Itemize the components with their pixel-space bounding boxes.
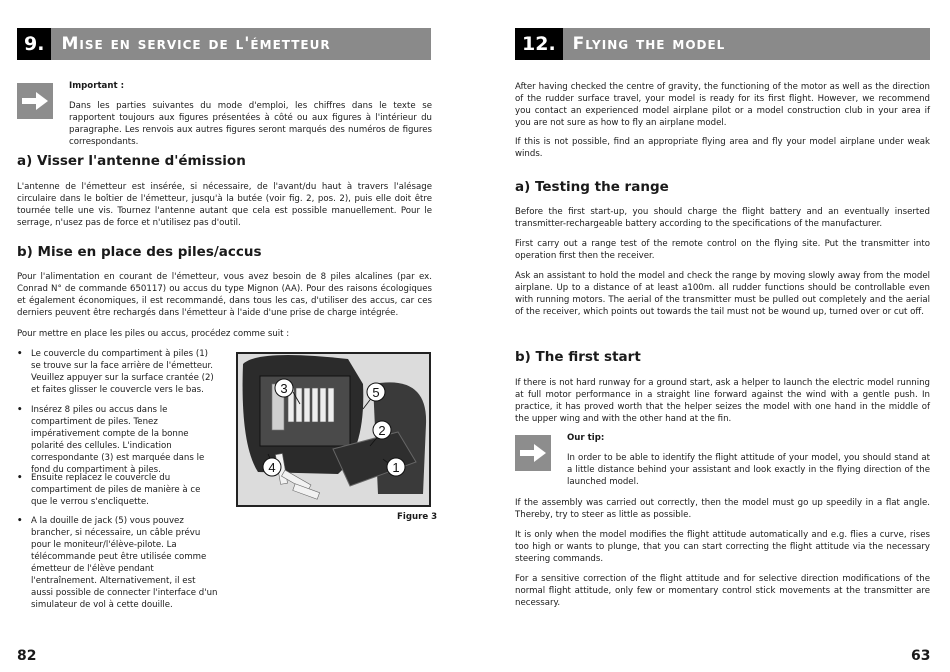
callout-label: 1 bbox=[392, 460, 400, 475]
important-text: Dans les parties suivantes du mode d'emploi, les chiffres dans le texte se rapportent toujours aux figures présentées à côté ou aux figures à l'intérieur du paragraphe. Les renvois aux autres figures seront marqués des numéros de figures correspondants. bbox=[69, 101, 432, 147]
heading-batteries: b) Mise en place des piles/accus bbox=[17, 244, 262, 260]
important-label: Important : bbox=[69, 81, 125, 91]
list-item: • Insérez 8 piles ou accus dans le compartiment de piles. Tenez impérativement compte de la bonne polarité des cellules. L'indication correspondante (3) est marquée dans le fond du compartiment à piles. bbox=[17, 405, 205, 475]
page-number: 63 bbox=[911, 648, 931, 664]
paragraph-range-3: Ask an assistant to hold the model and check the range by moving slowly away from the model airplane. Up to a distance of at least a100m. all rudder functions should be controllable even with running motors. The aerial of the transmitter must be pulled out completely and the aerial of the receiver, which points out towards the tail must not be wound up, turned over or cut off. bbox=[515, 271, 930, 317]
callout-label: 2 bbox=[378, 423, 386, 438]
intro-paragraph: After having checked the centre of gravity, the functioning of the motor as well as the direction of the rudder surface travel, your model is ready for its first flight. However, we recommend you contact an experienced model airplane pilot or a model construction club in your area if you are not sure as how to fly an airplane model. bbox=[515, 82, 930, 128]
list-item: • A la douille de jack (5) vous pouvez brancher, si nécessaire, un câble prévu pour le moniteur/l'élève-pilote. La télécommande peut être utilisée comme émetteur de l'élève pendant l'entraînement. Alternativement, il est aussi possible de connecter l'interface d'un simulateur de vol à cette douille. bbox=[17, 516, 218, 610]
list-item: • Ensuite replacez le couvercle du compartiment de piles de manière à ce que le verrou s'encliquette. bbox=[17, 473, 201, 507]
paragraph-range-1: Before the first start-up, you should charge the flight battery and an eventually inserted transmitter-rechargeable battery according to the specifications of the manufacturer. bbox=[515, 207, 930, 229]
figure-battery-compartment bbox=[236, 352, 431, 507]
arrow-right-icon bbox=[17, 83, 53, 119]
paragraph-range-2: First carry out a range test of the remote control on the flying site. Put the transmitter into operation first then the receiver. bbox=[515, 239, 930, 261]
section-title: Mise en service de l'émetteur bbox=[61, 34, 331, 54]
section-number: 12. bbox=[515, 28, 563, 60]
paragraph-procedure: Pour mettre en place les piles ou accus, procédez comme suit : bbox=[17, 329, 290, 339]
callout-label: 5 bbox=[372, 385, 380, 400]
paragraph-antenna: L'antenne de l'émetteur est insérée, si nécessaire, de l'avant/du haut à travers l'alésage circulaire dans le boîtier de l'émetteur, jusqu'à la butée (voir fig. 2, pos. 2), puis elle doit être tournée telle une vis. Tournez l'antenne autant que cela est possible manuellement. Pour le serrage, n'usez pas de force et n'utilisez pas d'outil. bbox=[17, 182, 432, 228]
arrow-right-icon bbox=[515, 435, 551, 471]
tip-text: In order to be able to identify the flight attitude of your model, you should stand at a little distance behind your assistant and look exactly in the flying direction of the launched model. bbox=[567, 453, 930, 487]
section-banner-12 bbox=[515, 28, 930, 60]
list-item: • Le couvercle du compartiment à piles (1) se trouve sur la face arrière de l'émetteur. Veuillez appuyer sur la surface crantée (2) et faites glisser le couvercle vers le bas. bbox=[17, 349, 214, 395]
paragraph-batteries: Pour l'alimentation en courant de l'émetteur, vous avez besoin de 8 piles alcalines (par ex. Conrad N° de commande 650117) ou accus du type Mignon (AA). Pour des raisons écologiques et également économiques, il est recommandé, dans tous les cas, d'utiliser des accus, car ces derniers peuvent être rechargés dans l'émetteur à l'aide d'une prise de charge intégrée. bbox=[17, 272, 432, 318]
figure-caption: Figure 3 bbox=[397, 512, 438, 522]
paragraph-assembly: If the assembly was carried out correctly, then the model must go up speedily in a flat angle. Thereby, try to steer as little as possible. bbox=[515, 498, 930, 520]
section-title: Flying the model bbox=[572, 34, 726, 54]
tip-label: Our tip: bbox=[567, 433, 605, 443]
section-number: 9. bbox=[17, 28, 51, 60]
paragraph-correction: It is only when the model modifies the flight attitude automatically and e.g. flies a curve, rises too high or wants to plunge, that you can start correcting the flight attitude via the necessary steering commands. bbox=[515, 530, 930, 564]
transmitter-illustration bbox=[238, 354, 429, 505]
paragraph-sensitive: For a sensitive correction of the flight attitude and for selective direction modifications of the normal flight attitude, only few or momentary control stick movements at the transmitter are necessary. bbox=[515, 574, 930, 608]
callout-label: 3 bbox=[280, 381, 288, 396]
right-page bbox=[475, 0, 950, 672]
callout-label: 4 bbox=[268, 460, 276, 475]
intro-paragraph-2: If this is not possible, find an appropriate flying area and fly your model airplane under weak winds. bbox=[515, 137, 930, 159]
heading-first-start: b) The first start bbox=[515, 349, 641, 365]
heading-antenna: a) Visser l'antenne d'émission bbox=[17, 153, 246, 169]
section-banner-9 bbox=[17, 28, 431, 60]
page-number: 82 bbox=[17, 648, 37, 664]
paragraph-first-start: If there is not hard runway for a ground start, ask a helper to launch the electric model running at full motor performance in a straight line forward against the wind with a gentle push. In practice, it has proved worth that the helper seizes the model with one hand in the middle of the upper wing and with the other hand at the fin. bbox=[515, 378, 930, 424]
heading-range: a) Testing the range bbox=[515, 179, 669, 195]
